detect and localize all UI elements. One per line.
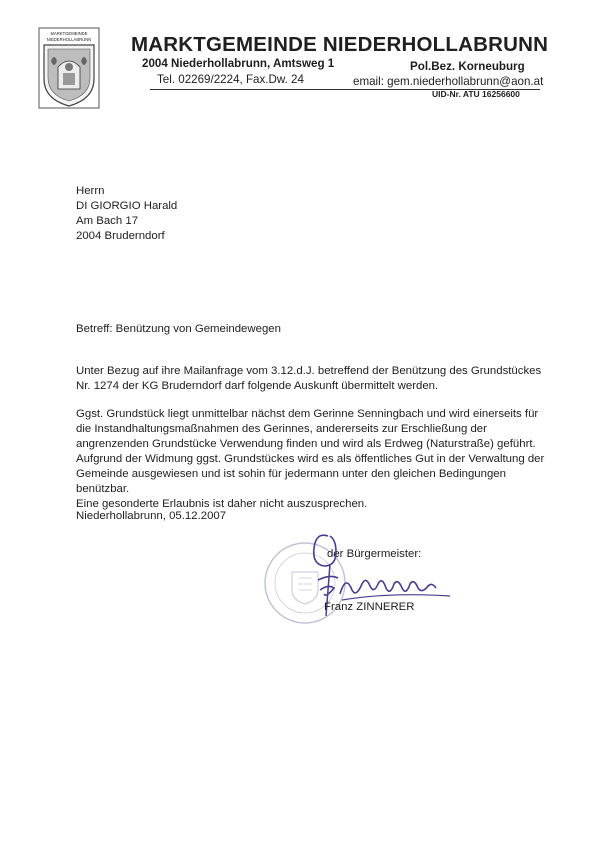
signatory-name: Franz ZINNERER xyxy=(324,601,415,613)
paragraph-line: die Instandhaltungsmaßnahmen des Gerinnes, andererseits zur Erschließung der xyxy=(76,423,487,435)
place-and-date: Niederhollabrunn, 05.12.2007 xyxy=(76,510,227,522)
paragraph-1 xyxy=(76,364,541,394)
municipal-crest-logo xyxy=(38,27,100,109)
recipient-name: DI GIORGIO Harald xyxy=(76,200,178,212)
paragraph-line: benützbar. xyxy=(76,483,130,495)
recipient-salutation: Herrn xyxy=(76,185,105,197)
paragraph-line: Gemeinde ausgewiesen und ist sohin für jedermann unter den gleichen Bedingungen xyxy=(76,468,506,480)
signatory-title: der Bürgermeister: xyxy=(327,548,422,560)
crest-text-line2: NIEDERHOLLABRUNN xyxy=(46,37,92,42)
vat-id-number: UID-Nr. ATU 16256600 xyxy=(432,89,520,99)
paragraph-line: Eine gesonderte Erlaubnis ist daher nicht auszusprechen. xyxy=(76,498,368,510)
political-district: Pol.Bez. Korneuburg xyxy=(410,60,525,73)
recipient-city: 2004 Bruderndorf xyxy=(76,230,165,242)
paragraph-line: Aufgrund der Widmung ggst. Grundstückes wird es als öffentliches Gut in der Verwaltung der xyxy=(76,453,545,465)
subject-line: Betreff: Benützung von Gemeindewegen xyxy=(76,323,281,335)
organization-phone: Tel. 02269/2224, Fax.Dw. 24 xyxy=(157,73,304,86)
paragraph-line: Nr. 1274 der KG Bruderndorf darf folgende Auskunft übermittelt werden. xyxy=(76,380,439,392)
organization-address: 2004 Niederhollabrunn, Amtsweg 1 xyxy=(142,57,335,70)
paragraph-line: angrenzenden Grundstücke Verwendung finden und wird als Erdweg (Naturstraße) geführt. xyxy=(76,438,536,450)
recipient-address xyxy=(76,184,177,244)
organization-name: MARKTGEMEINDE NIEDERHOLLABRUNN xyxy=(131,33,549,56)
paragraph-2 xyxy=(76,407,544,512)
crest-text-line1: MARKTGEMEINDE xyxy=(50,31,88,36)
paragraph-line: Unter Bezug auf ihre Mailanfrage vom 3.12.d.J. betreffend der Benützung des Grundstückes xyxy=(76,365,542,377)
paragraph-line: Ggst. Grundstück liegt unmittelbar nächst dem Gerinne Senningbach und wird einerseits für xyxy=(76,408,539,420)
organization-email: email: gem.niederhollabrunn@aon.at xyxy=(353,75,544,88)
recipient-street: Am Bach 17 xyxy=(76,215,139,227)
